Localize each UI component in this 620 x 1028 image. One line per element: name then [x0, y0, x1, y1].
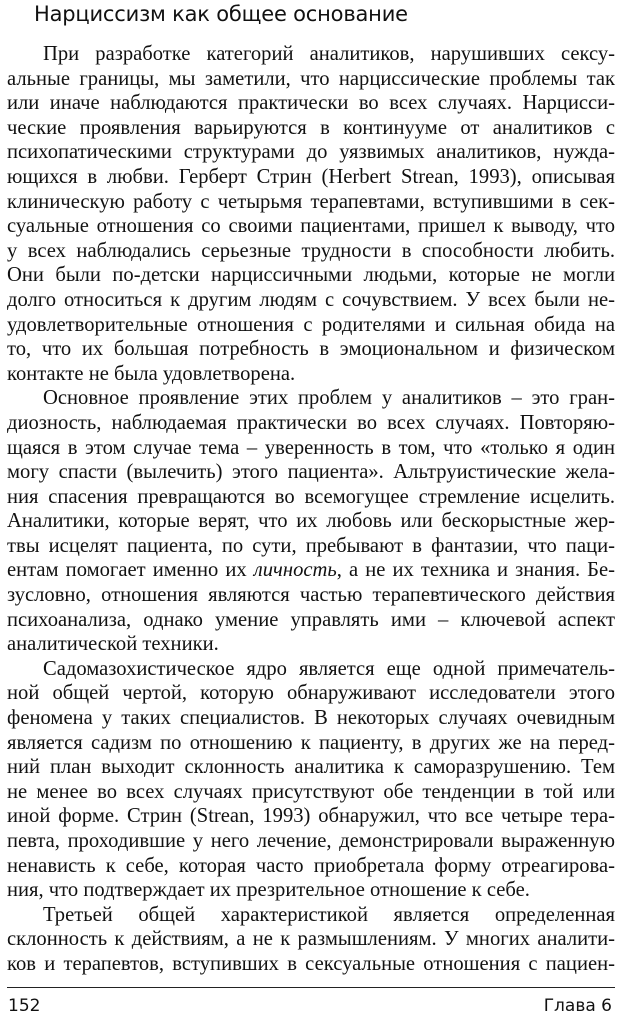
chapter-label: Глава 6 [543, 996, 612, 1016]
text-line: суальные отношения со своими пациентами, пришел к выводу, что [7, 215, 615, 238]
text-line: удовлетворительные отношения с родителями и сильная обида на [7, 313, 615, 336]
text-line: могу спасти (вылечить) этого пациента». Альтруистические жела- [7, 461, 615, 484]
text-line: ков и терапевтов, вступивших в сексуальные отношения с пациен- [7, 952, 615, 975]
text-line: Садомазохистическое ядро является еще одной примечатель- [43, 657, 615, 680]
text-line: или иначе наблюдаются практически во всех случаях. Нарцисси- [7, 92, 615, 115]
text-line: певта, проходившие у него лечение, демонстрировали выраженную [7, 830, 615, 852]
text-line: Аналитики, которые верят, что их любовь или бескорыстные жер- [7, 510, 615, 533]
text-line: иной форме. Стрин (Strean, 1993) обнаружил, что все четыре тера- [7, 805, 615, 828]
text-line: феномена у таких специалистов. В некоторых случаях очевидным [7, 707, 615, 730]
text-line: зусловно, отношения являются частью терапевтического действия [7, 584, 615, 607]
italic-word: личность [253, 559, 337, 582]
paragraph-4 [7, 903, 615, 977]
text-line: у всех наблюдались серьезные трудности в способности любить. [7, 239, 615, 262]
text-segment: ентам помогает именно их [7, 559, 254, 582]
text-line: является садизм по отношению к пациенту, в других же на перед- [7, 731, 615, 754]
text-line: ной общей чертой, которую обнаруживают исследователи этого [7, 682, 615, 705]
text-line: психопатическими структурами до уязвимых аналитиков, нужда- [7, 141, 615, 164]
text-line: твы исцелят пациента, по сути, пребывают в фантазии, что паци- [7, 534, 615, 557]
text-segment: , а не их техника и знания. Бе- [336, 559, 615, 582]
paragraph-3 [7, 657, 615, 903]
text-line: При разработке категорий аналитиков, нарушивших сексу- [43, 43, 615, 65]
text-line: ния, что подтверждает их презрительное отношение к себе. [7, 879, 530, 902]
text-line: Они были по-детски нарциссичными людьми, которые не могли [7, 264, 615, 287]
text-line: долго относиться к другим людям с сочувствием. У всех были не- [7, 288, 615, 311]
page-number: 152 [8, 996, 41, 1016]
text-line: клиническую работу с четырьмя терапевтами, вступившими в сек- [7, 190, 615, 213]
paragraph-2 [7, 386, 615, 657]
text-line: диозность, наблюдаемая практически во всех случаях. Повторяю- [7, 411, 615, 434]
text-line: ненависть к себе, которая часто приобретала форму отреагирова- [7, 854, 615, 877]
text-line: ческие проявления варьируются в континууме от аналитиков с [7, 116, 615, 139]
text-line: психоанализа, однако умение управлять ими – ключевой аспект [7, 608, 615, 631]
text-line: Основное проявление этих проблем у аналитиков – это гран- [43, 387, 615, 410]
text-line: склонность к действиям, а не к размышлениям. У многих аналити- [7, 928, 615, 951]
body-text [7, 42, 615, 977]
text-line: Третьей общей характеристикой является определенная [43, 903, 615, 926]
text-line: альные границы, мы заметили, что нарциссические проблемы так [7, 67, 615, 90]
text-line: щаяся в этом случае тема – уверенность в том, что «только я один [7, 436, 615, 459]
text-line: ющихся в любви. Герберт Стрин (Herbert Strean, 1993), описывая [7, 165, 615, 188]
footer-rule [7, 987, 615, 988]
text-line: то, что их большая потребность в эмоциональном и физическом [7, 338, 615, 361]
text-line-with-italic [7, 558, 615, 583]
text-line: не менее во всех случаях присутствуют обе тенденции в той или [7, 780, 615, 803]
paragraph-1 [7, 42, 615, 386]
text-line: аналитической техники. [7, 633, 219, 656]
text-line: ний план выходит склонность аналитика к саморазрушению. Тем [7, 756, 615, 779]
text-line: контакте не была удовлетворена. [7, 362, 296, 385]
text-line: ния спасения превращаются во всемогущее стремление исцелить. [7, 485, 615, 508]
section-heading: Нарциссизм как общее основание [34, 2, 408, 26]
